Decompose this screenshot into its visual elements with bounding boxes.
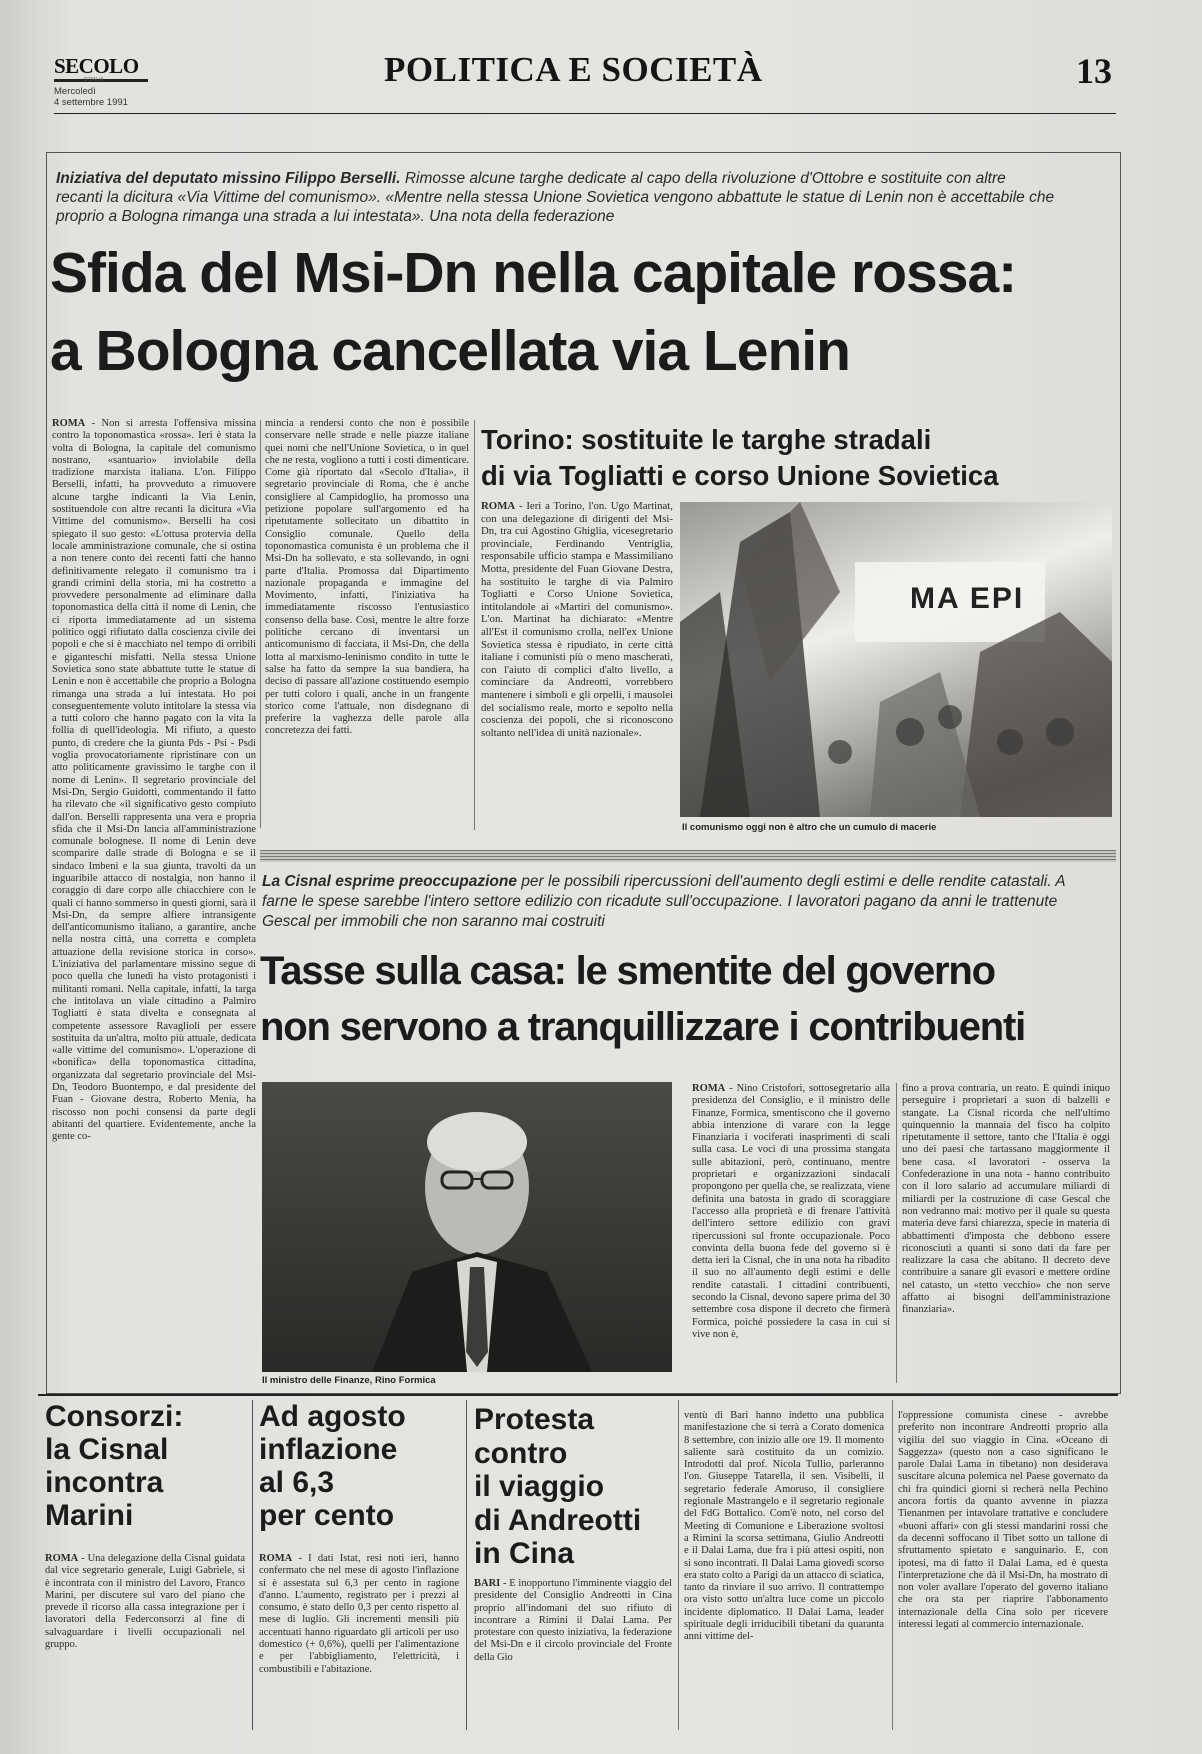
consorzi-headline-line1: Consorzi:: [45, 1400, 184, 1433]
inflazione-column: [259, 1553, 459, 1733]
torino-divider: [474, 420, 475, 830]
consorzi-headline-line3: incontra: [45, 1466, 164, 1499]
protesta-headline-line4: di Andreotti: [474, 1503, 642, 1537]
torino-text: - Ieri a Torino, l'on. Ugo Martinat, con una delegazione di dirigenti del Msi-Dn, tra cui Agostino Ghiglia, vicesegretario provinciale, Ferdinando Ventriglia, responsabile ufficio stampa e Massimiliano Motta, presidente del Fuan Giovane Destra, ha sostituito le targhe di via Palmiro Togliatti e Corso Unione Sovietica, intitolandole ai «Martiri del comunismo». L'on. Martinat ha dichiarato: «Mentre all'Est il comunismo crolla, nell'ex Unione Sovietica stessa è ripudiato, in certe città italiane i comunisti più o meno mascherati, con l'aiuto di complici d'alto livello, a cominciare da Andreotti, vorrebbero mantenere i simboli e gli orpelli, i mausolei del socialismo reale, morto e sepolto nella coscienza dei popoli, che si riconoscono soltanto nell'idea di unità nazionale».: [481, 500, 673, 739]
lead-col2-text: mincia a rendersi conto che non è possibile conservare nelle strade e nelle piazze italiane quei nomi che nell'Unione Sovietica, o in quel che ne resta, vogliono a tutti i costi dimenticare. Come già riportato dal «Secolo d'Italia», il segretario provinciale di Roma, che è anche consigliere al Campidoglio, ha promosso una petizione popolare sull'argomento ed ha ripetutamente sollecitato un dibattito in Consiglio comunale. Quello della toponomastica comunista è un problema che il Msi-Dn ha sollevato, e sta sollevando, in ogni parte d'Italia. Promossa dal Dipartimento nazionale propaganda e immagine del Movimento, infatti, l'iniziativa ha immediatamente riscosso l'entusiastico consenso della base. Così, mentre le altre forze politiche cercano di inventarsi un anticomunismo di facciata, il Msi-Dn, che della lotta al marxismo-leninismo condito in tutte le salse ha fatto da sempre la sua bandiera, ha deciso di passare all'azione costituendo esempio per tutti coloro i quali, anche in un frangente storico come l'attuale, non disdegnano di preferire la vaghezza delle parole alla concretezza dei fatti.: [265, 418, 469, 737]
inflazione-divider: [466, 1400, 467, 1730]
tasse-dateline: ROMA: [692, 1083, 726, 1094]
lead-col-divider: [260, 420, 261, 828]
protesta-column-2: [684, 1410, 884, 1733]
lead-headline-line1: Sfida del Msi-Dn nella capitale rossa:: [50, 241, 1017, 305]
inflazione-headline-line1: Ad agosto: [259, 1400, 406, 1433]
torino-dateline: ROMA: [481, 500, 516, 512]
tasse-kicker: [262, 872, 1092, 932]
tasse-kicker-text: per le possibili ripercussioni dell'aumento degli estimi e delle rendite catastali. A farne le spese sarebbe l'intero settore edilizio con ricadute sull'occupazione. I lavoratori pagano da anni le trattenute Gescal per immobili che non saranno mai costruiti: [262, 873, 1066, 930]
protesta-col2-text: ventù di Bari hanno indetto una pubblica manifestazione che si terrà a Corato domenica 8 settembre, con inizio alle ore 19. Il momento saliente sarà costituito da un comizio. Introdotti dal prof. Nicola Tullio, parleranno l'on. Giuseppe Tatarella, il sen. Visibelli, il segretario federale Amoruso, il consigliere regionale Mastrangelo e il segretario regionale del FdG Bottalico. Com'è noto, nel corso del Meeting di Comunione e Liberazione svoltosi a Rimini la scorsa settimana, Giulio Andreotti e il Dalai Lama, due fra i più attesi ospiti, non si sono incontrati. Il Dalai Lama giovedì scorso era stato colto a Parigi da un attacco di sciatica, tanto da rinviare il suo arrivo. Il contrattempo ora visto sotto un'altra luce come un piccolo incidente diplomatico. Il Dalai Lama, leader spirituale degli irriducibili tibetani da quaranta anni vittime del-: [684, 1410, 884, 1643]
inflazione-headline-line2: inflazione: [259, 1433, 398, 1466]
consorzi-headline-line4: Marini: [45, 1499, 134, 1532]
lead-column-1: [52, 418, 256, 1386]
consorzi-divider: [252, 1400, 253, 1730]
inflazione-dateline: ROMA: [259, 1553, 293, 1564]
consorzi-headline: [45, 1400, 245, 1532]
torino-headline-line1: Torino: sostituite le targhe stradali: [481, 424, 932, 455]
tasse-headline-line2: non servono a tranquillizzare i contribuenti: [260, 1005, 1026, 1049]
logo: SECOLO: [54, 54, 139, 78]
protesta-headline: [474, 1403, 674, 1571]
inflazione-headline: [259, 1400, 459, 1532]
tasse-column-2: [902, 1083, 1110, 1383]
photo-banner-text: MA EPI: [910, 582, 1025, 615]
protesta-headline-line2: contro: [474, 1436, 568, 1470]
tasse-headline-line1: Tasse sulla casa: le smentite del governo: [260, 949, 995, 993]
lead-col1-text: - Non si arresta l'offensiva missina contro la toponomastica «rossa». Ieri è stata la volta di Bologna, la capitale del comunismo nostrano, «santuario» inviolabile della tradizione marxista italiana. L'on. Filippo Berselli, infatti, ha provveduto a rimuovere alcune targhe indicanti la Via Lenin, sostituendole con altre recanti la dicitura «Via Vittime del comunismo». Berselli ha così spiegato il suo gesto: «L'ottusa protervia della locale amministrazione comunale, che si ostina a non tenere conto dei recenti fatti che hanno definitivamente relegato il comunismo tra i grandi crimini della storia, mi ha costretto a provvedere personalmente ad eliminare dalla toponomastica della città il nome di Lenin, che ci riporta immediatamente ad un sistema politico oggi rifiutato dalla coscienza civile dei popoli e che si è macchiato nel tempo di orribili e giganteschi misfatti. Nella stessa Unione Sovietica sono state abbattute tutte le statue di Lenin e non è accettabile che proprio a Bologna rimanga una strada a lui intestata. Ho poi conseguentemente voluto intitolare la stessa via a tutti coloro che hanno pagato con la vita la follia di quell'ideologia. Mi rifiuto, a questo punto, di credere che la giunta Pds - Psi - Psdi voglia provocatoriamente ripristinare con un atto politicamente gravissimo le targhe con il nome di Lenin». Il segretario provinciale del Msi-Dn, Sergio Guidotti, commentando il fatto ha rilevato che «il significativo gesto compiuto dall'on. Berselli rappresenta una vera e propria sfida che il Msi-Dn lancia all'amministrazione comunale bolognese. Il nome di Lenin deve scomparire dalle strade di Bologna e se il sindaco Imbeni e la sua giunta, travolti da un inguaribile attacco di nostalgia, non hanno il coraggio di dare corpo alle chiacchiere con le quali ci hanno sommerso in questi giorni, sarà il Msi-Dn, da sempre alfiere intransigente dell'anticomunismo italiano, a garantire, anche nella nostra città, una corretta e completa attuazione della revisione storica in corso». L'iniziativa del parlamentare missino segue di poco quella che lunedì ha visto protagonisti i militanti romani. Nella capitale, infatti, la targa che intitolava un viale cittadino a Palmiro Togliatti è stata divelta e consegnata al competente assessore Ravaglioli per essere sostituita da un'altra, molto più attuale, dedicata «alle vittime del comunismo». L'operazione di «bonifica» della toponomastica cittadina, organizzata dal segretario provinciale del Msi-Dn, Teodoro Buontempo, e dal presidente del Fuan - Giovane destra, Roberto Menia, ha riscosso non pochi consensi da parte degli abitanti del quartiere. Evidentemente, anche la gente co-: [52, 418, 256, 1143]
issue-date: 4 settembre 1991: [54, 97, 128, 108]
masthead: [54, 50, 1114, 112]
section-band: [260, 850, 1116, 862]
lead-kicker: [56, 169, 1056, 226]
protesta-text: - È inopportuno l'imminente viaggio del presidente del Consiglio Andreotti in Cina proprio all'indomani del suo rifiuto di incontrare a Rimini il Dalai Lama. Per protestare con questo iniziativa, la federazione del Msi-Dn e il circolo provinciale del Fronte della Gio: [474, 1578, 672, 1663]
protesta-divider-1: [678, 1400, 679, 1730]
minister-photo-caption: Il ministro delle Finanze, Rino Formica: [262, 1375, 436, 1386]
crowd-photo-caption: Il comunismo oggi non è altro che un cumulo di macerie: [682, 822, 937, 833]
inflazione-headline-line3: al 6,3: [259, 1466, 335, 1499]
lead-dateline: ROMA: [52, 418, 86, 429]
minister-portrait-photo: [262, 1082, 672, 1372]
tasse-col-divider: [896, 1083, 897, 1383]
torino-column: [481, 500, 673, 830]
consorzi-headline-line2: la Cisnal: [45, 1433, 169, 1466]
tasse-col2-text: fino a prova contraria, un reato. È quindi iniquo perseguire i proprietari a suon di balzelli e stangate. La Cisnal ricorda che nell'ultimo quinquennio la mannaia del fisco ha colpito ripetutamente il settore, tanto che l'Italia è oggi uno dei paesi che tartassano maggiormente il bene casa. «I lavoratori - osserva la Confederazione in una nota - hanno contribuito con il loro salario ad accumulare miliardi di miliardi per la costruzione di case Gescal che non vedranno mai: motivo per il quale su questa materia deve farsi chiarezza, specie in materia di abbattimenti d'imposta che debbono essere riconosciuti a quanti si sono dati da fare per realizzare la casa che abitano. Il decreto deve contribuire a sanare gli evasori e mettere ordine nel catasto, un «tetto vecchio» che non serve affatto ai bisogni dell'amministrazione finanziaria».: [902, 1083, 1110, 1316]
section-title: POLITICA E SOCIETÀ: [384, 50, 763, 89]
protesta-col3-text: l'oppressione comunista cinese - avrebbe preferito non incontrare Andreotti proprio alla vigilia del suo viaggio in Cina. «Oceano di Saggezza» (questo non a caso significano le parole Dalai Lama in tibetano) non desiderava suscitare alcuna polemica nel Paese governato da chi fra quindici giorni si recherà nella Pechino ancora fortis da quanto avvenne in piazza Tienanmen per intavolare trattative e concludere «buoni affari» con gli stessi mandarini rossi che da decenni soffocano il Tibet sotto un tallone di sfruttamento spietato e sanguinario. E, con ipotesi, ma di fatto il Dalai Lama, ed è questa l'interpretazione che dà il Msi-Dn, ha mostrato di non voler avallare l'operato del governo italiano che ora sta per riaprire l'abbonamento internazionale della Cina solo per ricevere interessi legati al commercio internazionale.: [898, 1410, 1108, 1631]
protesta-column-1: [474, 1578, 672, 1733]
masthead-rule: [54, 113, 1116, 114]
issue-day: Mercoledì: [54, 86, 96, 97]
consorzi-dateline: ROMA: [45, 1553, 79, 1564]
torino-headline-line2: di via Togliatti e corso Unione Sovietica: [481, 460, 999, 491]
inflazione-headline-line4: per cento: [259, 1499, 395, 1532]
bottom-top-rule: [38, 1394, 1118, 1396]
tasse-kicker-bold: La Cisnal esprime preoccupazione: [262, 873, 517, 890]
protesta-dateline: BARI: [474, 1578, 501, 1589]
protesta-column-3: [898, 1410, 1108, 1733]
consorzi-text: - Una delegazione della Cisnal guidata dal vice segretario generale, Luigi Gabriele, si è incontrata con il ministro del Lavoro, Franco Marini, per discutere sul varo del piano che prevede il ricorso alla cassa integrazione per i lavoratori della Federconsorzi al fine di salvaguardare i livelli occupazionali nel gruppo.: [45, 1553, 245, 1651]
crowd-photo-art: [680, 502, 1112, 817]
tasse-col1-text: - Nino Cristofori, sottosegretario alla presidenza del Consiglio, e il ministro delle Finanze, Formica, smentiscono che il governo abbia intenzione di varare con la legge Finanziaria i vociferati inasprimenti di scali sulla casa. Le voci di una prossima stangata sulle abitazioni, però, continuano, mentre proprietari e organizzazioni sindacali propongono per quella che, se realizzata, viene definita una batosta in grado di scoraggiare l'accesso alla proprietà e di frenare l'attività dell'intero settore edilizio con gravi ripercussioni sul fronte occupazionale. Poco convinta della buona fede del governo si è detta ieri la Cisnal, che in una nota ha ribadito il suo no all'aumento degli estimi e delle rendite catastali. I cittadini contribuenti, secondo la Cisnal, devono sapere prima del 30 settembre cosa dispone il decreto che firmerà Formica, poiché possiedere la casa in cui si vive non è,: [692, 1083, 890, 1340]
protesta-divider-2: [892, 1400, 893, 1730]
minister-portrait-art: [262, 1082, 672, 1372]
lead-column-2: [265, 418, 469, 830]
lead-headline-line2: a Bologna cancellata via Lenin: [50, 319, 850, 383]
crowd-photo: [680, 502, 1112, 817]
protesta-headline-line3: il viaggio: [474, 1470, 605, 1503]
logo-sub-text: D'ITALIA: [84, 77, 104, 83]
lead-kicker-bold: Iniziativa del deputato missino Filippo Berselli.: [56, 170, 401, 187]
consorzi-column: [45, 1553, 245, 1733]
inflazione-text: - I dati Istat, resi noti ieri, hanno confermato che nel mese di agosto l'inflazione si è assestata sul 6,3 per cento in ragione d'anno. L'aumento, registrato per i prezzi al consumo, è stato dello 0,3 per cento rispetto al mese di luglio. Gli incrementi mensili più accentuati hanno riguardato gli articoli per uso domestico (+ 0,6%), quelli per l'alimentazione e per l'abbigliamento, l'elettricità, i combustibili e l'abitazione.: [259, 1553, 459, 1675]
protesta-headline-line5: in Cina: [474, 1537, 575, 1570]
page-number: 13: [1076, 51, 1112, 91]
lead-kicker-text: Rimosse alcune targhe dedicate al capo della rivoluzione d'Ottobre e sostituite con altre recanti la dicitura «Via Vittime del comunismo». «Mentre nella stessa Unione Sovietica vengono abbattute le statue di Lenin non è accettabile che proprio a Bologna rimanga una strada a lui intestata». Una nota della federazione: [56, 170, 1055, 225]
tasse-column-1: [692, 1083, 890, 1383]
protesta-headline-line1: Protesta: [474, 1403, 595, 1436]
